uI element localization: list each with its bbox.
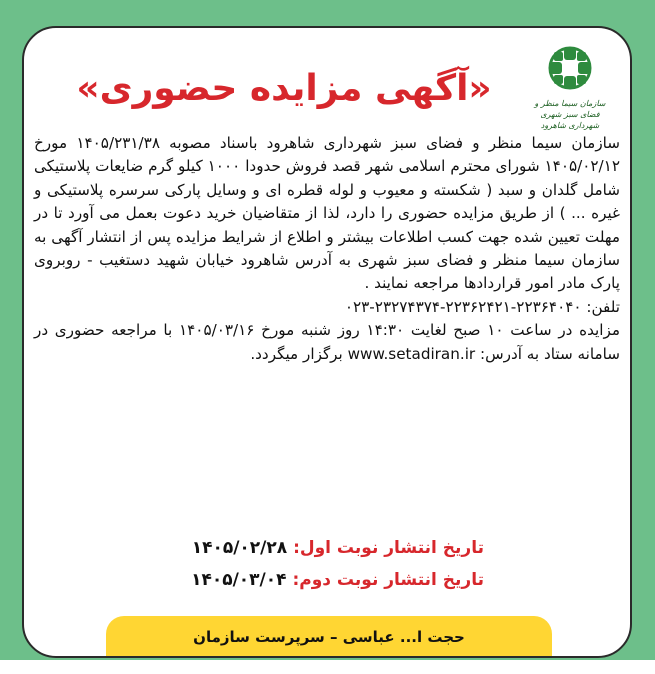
body-paragraph-2: مزایده در ساعت ۱۰ صبح لغایت ۱۴:۳۰ روز شنبه مورخ ۱۴۰۵/۰۳/۱۶ با مراجعه حضوری در سامانه ستاد به آدرس: www.setadiran.ir برگزار میگردد. (34, 321, 620, 363)
body-paragraph-1: سازمان سیما منظر و فضای سبز شهرداری شاهرود باسناد مصوبه ۱۴۰۵/۲۳۱/۳۸ مورخ ۱۴۰۵/۰۲/۱۲ شورای محترم اسلامی شهر قصد فروش حدودا ۱۰۰۰ کیلو گرم ضایعات پلاستیکی شامل گلدان و سبد ( شکسته و معیوب و لوله قطره ای و وسایل پارکی سرسره پلاستیکی و غیره ... ) از طریق مزایده حضوری را دارد، لذا از متقاضیان خرید دعوت بعمل می آورد تا در مهلت تعیین شده جهت کسب اطلاعات بیشتر و اطلاع از شرایط مزایده پس از انتشار آگهی به سازمان سیما منظر و فضای سبز شهری به آدرس شاهرود خیابان شهید دستغیب - روبروی پارک مادر امور قراردادها مراجعه نمایند . (34, 134, 621, 293)
second-publication-date: ۱۴۰۵/۰۳/۰۴ (191, 570, 287, 590)
logo-caption-line1: سازمان سیما منظر و فضای سبز شهری (534, 99, 606, 119)
first-publication-label: تاریخ انتشار نوبت اول: (293, 538, 484, 558)
emblem-icon (526, 42, 614, 98)
logo (526, 42, 614, 134)
first-publication-line (64, 538, 484, 558)
logo-caption (526, 98, 614, 131)
second-publication-line (64, 570, 484, 590)
signature-bar: حجت ا... عباسی – سرپرست سازمان (106, 616, 552, 658)
announcement-body (34, 132, 620, 366)
phone-line: تلفن: ۲۲۳۶۴۰۴۰-۲۲۳۶۲۴۲۱-۲۳۲۷۴۳۷۴-۰۲۳ (344, 297, 620, 316)
announcement-card (22, 26, 632, 658)
logo-caption-line2: شهرداری شاهرود (540, 121, 600, 130)
first-publication-date: ۱۴۰۵/۰۲/۲۸ (191, 538, 288, 558)
announcement-title: «آگهی مزایده حضوری» (76, 68, 492, 109)
bottom-strip (0, 660, 655, 674)
second-publication-label: تاریخ انتشار نوبت دوم: (292, 570, 484, 590)
